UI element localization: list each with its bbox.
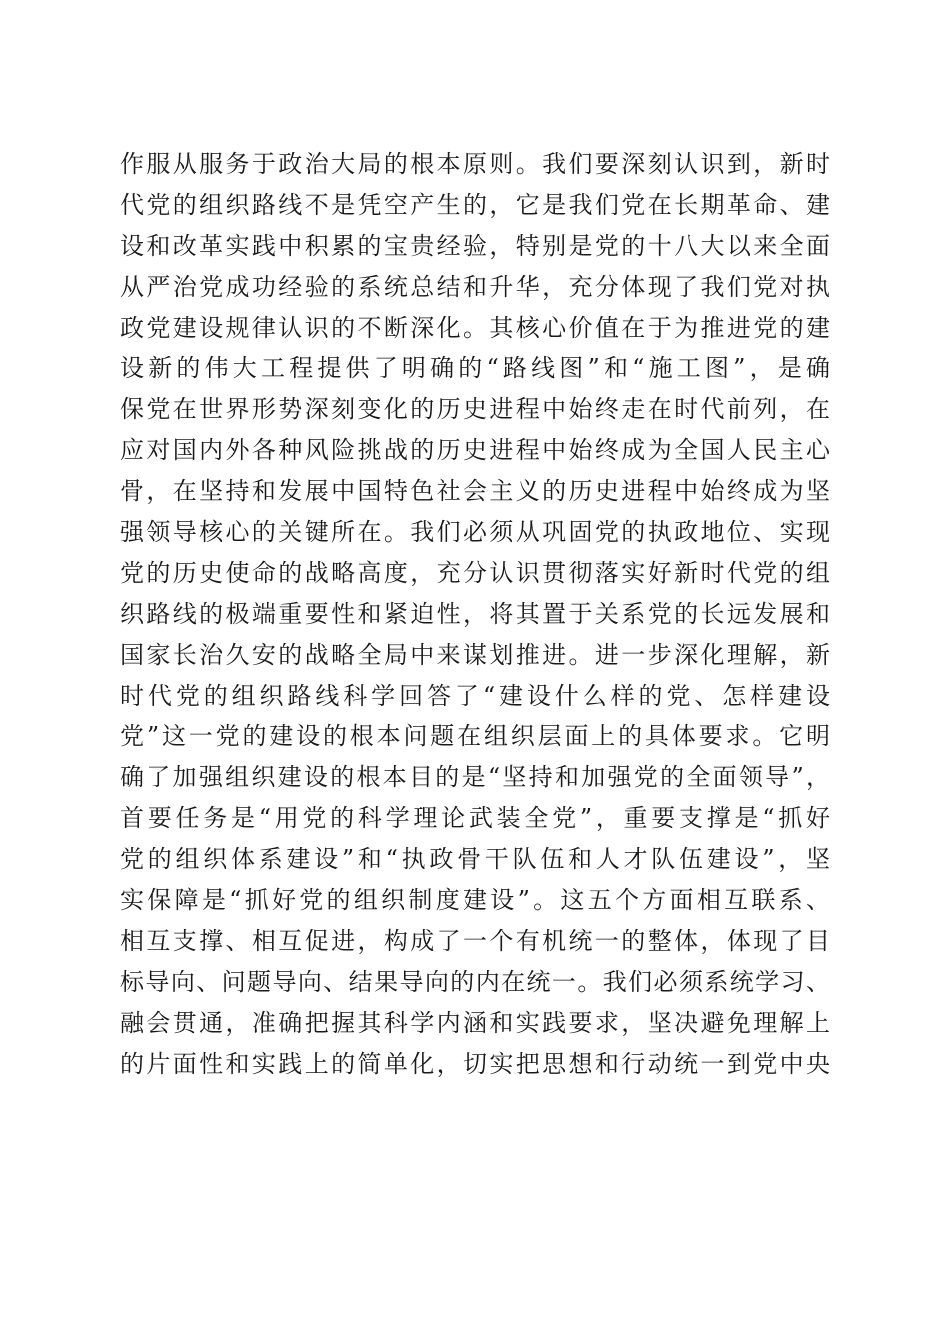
text-line: 实保障是“抓好党的组织制度建设”。这五个方面相互联系、 [120, 886, 830, 915]
text-line: 设新的伟大工程提供了明确的“路线图”和“施工图”，是确 [120, 354, 830, 383]
text-line: 首要任务是“用党的科学理论武装全党”，重要支撑是“抓好 [120, 804, 830, 833]
text-line: 党”这一党的建设的根本问题在组织层面上的具体要求。它明 [120, 722, 830, 751]
text-line: 党的组织体系建设”和“执政骨干队伍和人才队伍建设”，坚 [120, 845, 830, 874]
text-line: 代党的组织路线不是凭空产生的，它是我们党在长期革命、建 [120, 190, 830, 219]
text-line: 标导向、问题导向、结果导向的内在统一。我们必须系统学习、 [120, 967, 830, 996]
text-line: 党的历史使命的战略高度，充分认识贯彻落实好新时代党的组 [120, 558, 830, 587]
text-line: 时代党的组织路线科学回答了“建设什么样的党、怎样建设 [120, 681, 830, 710]
body-paragraph [120, 144, 830, 1084]
text-line: 融会贯通，准确把握其科学内涵和实践要求，坚决避免理解上 [120, 1008, 830, 1037]
text-line: 从严治党成功经验的系统总结和升华，充分体现了我们党对执 [120, 272, 830, 301]
text-line: 确了加强组织建设的根本目的是“坚持和加强党的全面领导”， [120, 763, 830, 792]
text-line: 政党建设规律认识的不断深化。其核心价值在于为推进党的建 [120, 313, 830, 342]
text-line: 保党在世界形势深刻变化的历史进程中始终走在时代前列，在 [120, 395, 830, 424]
text-line: 设和改革实践中积累的宝贵经验，特别是党的十八大以来全面 [120, 231, 830, 260]
text-line: 的片面性和实践上的简单化，切实把思想和行动统一到党中央 [120, 1049, 830, 1078]
text-line: 国家长治久安的战略全局中来谋划推进。进一步深化理解，新 [120, 640, 830, 669]
text-line: 作服从服务于政治大局的根本原则。我们要深刻认识到，新时 [120, 150, 830, 178]
text-line: 应对国内外各种风险挑战的历史进程中始终成为全国人民主心 [120, 436, 830, 465]
text-line: 织路线的极端重要性和紧迫性，将其置于关系党的长远发展和 [120, 599, 830, 628]
text-line: 骨，在坚持和发展中国特色社会主义的历史进程中始终成为坚 [120, 477, 830, 506]
text-line: 强领导核心的关键所在。我们必须从巩固党的执政地位、实现 [120, 518, 830, 547]
text-line: 相互支撑、相互促进，构成了一个有机统一的整体，体现了目 [120, 926, 830, 955]
